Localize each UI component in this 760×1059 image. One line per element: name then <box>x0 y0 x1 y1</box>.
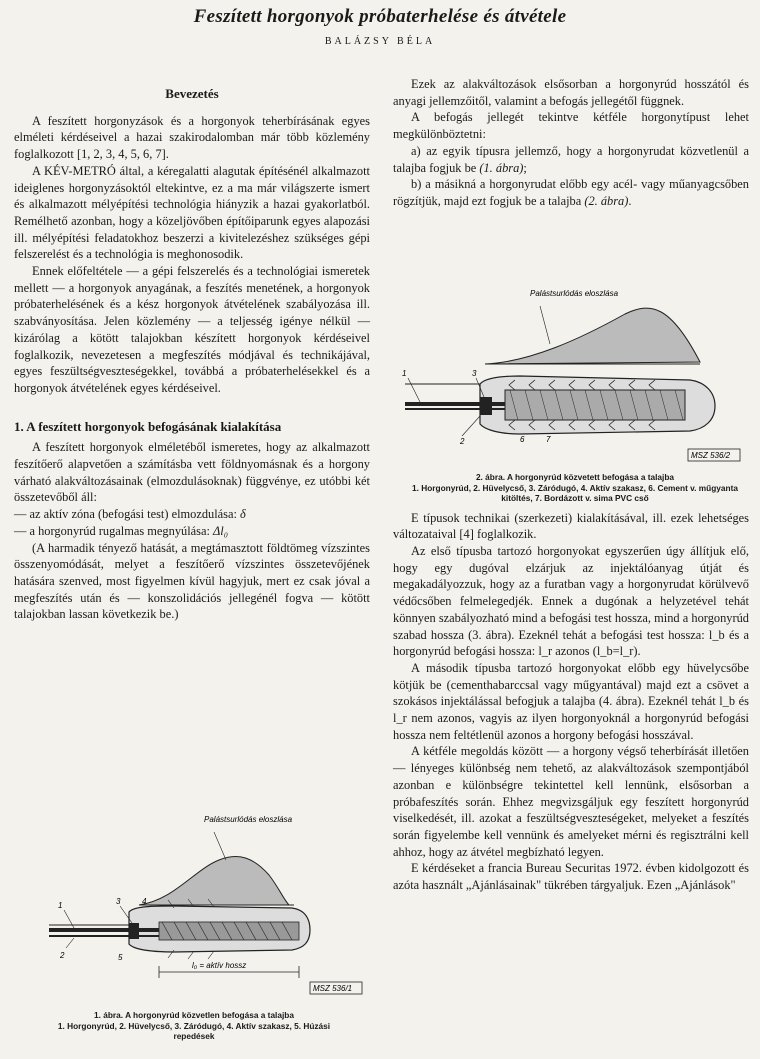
paragraph: A befogás jellegét tekintve kétféle horgonytípust lehet megkülönböztetni: <box>393 110 749 142</box>
left-column <box>14 76 370 623</box>
figure-2-diagram <box>400 284 750 472</box>
svg-text:3: 3 <box>116 897 121 906</box>
paragraph: E típusok technikai (szerkezeti) kialakításával, ill. ezek lehetséges változataival [4] foglalkozik. <box>393 510 749 542</box>
list-item: — az aktív zóna (befogási test) elmozdulása: δ <box>14 507 246 522</box>
article-title: Feszített horgonyok próbaterhelése és átvétele <box>193 6 567 27</box>
paragraph: A második típusba tartozó horgonyokat előbb egy hüvelycsőbe kötjük be (cementhabarccsal vagy műgyantával) majd ezt a csövet a szokásos injektálással befogjuk a talajba (4. ábra). Ezeknél tehát l_b és l_r nem azonos, vagyis az ilyen horgonyoknál a horgonyrúd befogási hossza nem feltétlenül azonos a horgony befogási hosszával. <box>393 660 749 742</box>
figure-2 <box>400 284 750 504</box>
svg-text:1: 1 <box>402 369 407 378</box>
svg-text:3: 3 <box>472 369 477 378</box>
paragraph: E kérdéseket a francia Bureau Securitas 1972. évben kidolgozott és azóta használt „Ajánlásainak" tükrében tárgyaljuk. Ezen „Ajánlások" <box>393 861 749 893</box>
figure-1 <box>44 800 374 1042</box>
figure-2-friction-label: Palástsurlódás eloszlása <box>530 289 619 298</box>
section-heading-intro: Bevezetés <box>165 86 219 101</box>
list-item: — a horgonyrúd rugalmas megnyúlása: Δl₀ <box>14 523 229 538</box>
figure-2-caption: 2. ábra. A horgonyrúd közvetett befogása a talajba 1. Horgonyrúd, 2. Hüvelycső, 3. Záródugó, 4. Aktív szakasz, 6. Cement v. műgyanta kitöltés, 7. Bordázott v. sima PVC cső <box>412 472 738 503</box>
figure-2-code: MSZ 536/2 <box>691 451 731 460</box>
paragraph: b) a másikná a horgonyrudat előbb egy acél- vagy műanyagcsőben rögzítjük, majd ezt fogjuk be a talajba (2. ábra). <box>393 177 749 208</box>
paragraph: A kétféle megoldás között — a horgony végső teherbírását illetően — lényeges különbség nem tehető, az alakváltozások szempontjából azonban e különbségre tekintettel kell lennünk, elsősorban a próbafeszítés során. Ehhez megvizsgáljuk egy feszített horgonyrúd viselkedését, ill. azokat a feszültségveszteségeket, melyeket a feszítés során figyelembe kell vennünk és amelyeket mérni és regisztrálni kell ahhoz, hogy az átvétel megbízható legyen. <box>393 744 749 859</box>
author: BALÁZSY BÉLA <box>324 36 436 47</box>
paragraph: Ezek az alakváltozások elsősorban a horgonyrúd hosszától és anyagi jellemzőitől, valamint a befogás jellegétől függnek. <box>393 77 749 108</box>
figure-1-diagram <box>44 800 374 1010</box>
paragraph: Ennek előfeltétele — a gépi felszerelés és a technológiai ismeretek mellett — a horgonyok anyagának, a feszítés menetének, a horgonyok próbaterhelésének és a kész horgonyok átvételének szabályozása ill. szabványosítása. Jelen közlemény — a teljesség igénye nélkül — kizárólag a kötött talajokban készített horgonyok kérdéseivel foglalkozik, nevezetesen a megfeszítés módjával és technikájával, egyes feszültségveszteségekkel, továbbá a próbaterhelésekkel és a horgonyok átvételének egyes kérdéseivel. <box>14 264 370 395</box>
figure-1-caption: 1. ábra. A horgonyrúd közvetlen befogása a talajba 1. Horgonyrúd, 2. Hüvelycső, 3. Záródugó, 4. Aktív szakasz, 5. Húzási repedések <box>57 1010 331 1041</box>
paragraph: (A harmadik tényező hatását, a megtámasztott földtömeg vízszintes összenyomódását, melyet a feszítőerő vízszintes összetevőjének hatására szenved, most figyelmen kívül hagyjuk, mert ez csak jóval a megfeszítés után és — konszolidációs jellegénél fogva — kötött talajokban lassan következik be.) <box>14 540 370 622</box>
paragraph: A KÉV-METRÓ által, a kéregalatti alagutak építésénél alkalmazott ideiglenes horgonyzásoktól eltekintve, ez a ma már világszerte ismert és alkalmazott mélyépítési technológia hiányzik a hazai gyakorlatból. Remélhető azonban, hogy a közeljövőben építőiparunk egyes alapozási ill. mélyépítési feladatokhoz beszerzi a kivitelezéshez szükséges gépi felszerelést és a technológia is meghonosodik. <box>14 163 370 262</box>
svg-text:2: 2 <box>460 437 465 446</box>
section-heading-1: 1. A feszített horgonyok befogásának kialakítása <box>14 418 282 434</box>
figure-1-friction-label: Palástsurlódás eloszlása <box>204 815 293 824</box>
paragraph: a) az egyik típusra jellemző, hogy a horgonyrudat közvetlenül a talajba fogjuk be (1. ábra); <box>393 143 749 175</box>
svg-text:6: 6 <box>520 435 525 444</box>
svg-text:4: 4 <box>142 897 147 906</box>
svg-text:2: 2 <box>60 951 65 960</box>
paragraph: Az első típusba tartozó horgonyokat egyszerűen úgy állítjuk elő, hogy egy dugóval elzárjuk az injektálóanyag útját és megakadályozzuk, hogy az a furatban vagy a horgonyrudat körülvevő védőcsőben felmelegedjék. Ennek a dugónak a helyzetével tehát könnyen szabályozható mind a befogási test hossza, mind a horgonyrúd szabad hossza (3. ábra). Ezeknél tehát a befogási test hossza: l_b és a horgonyrúd befogási hossza: l_r azonos (l_b=l_r). <box>393 544 749 659</box>
svg-text:5: 5 <box>118 953 123 962</box>
figure-1-code: MSZ 536/1 <box>313 984 353 993</box>
paragraph: A feszített horgonyzások és a horgonyok teherbírásának egyes elméleti kérdéseivel a hazai szakirodalomban már több közlemény foglalkozott [1, 2, 3, 4, 5, 6, 7]. <box>14 113 370 162</box>
paragraph: A feszített horgonyok elméletéből ismeretes, hogy az alkalmazott feszítőerő alapvetően a számításba vett földnyomásnak és a horgony várható alakváltozásainak (elmozdulásoknak) függvénye, ez utóbbi két összetevőből áll: <box>14 440 370 505</box>
figure-1-length-label: l₀ = aktív hossz <box>192 961 247 970</box>
svg-text:7: 7 <box>546 435 551 444</box>
svg-text:1: 1 <box>58 901 63 910</box>
